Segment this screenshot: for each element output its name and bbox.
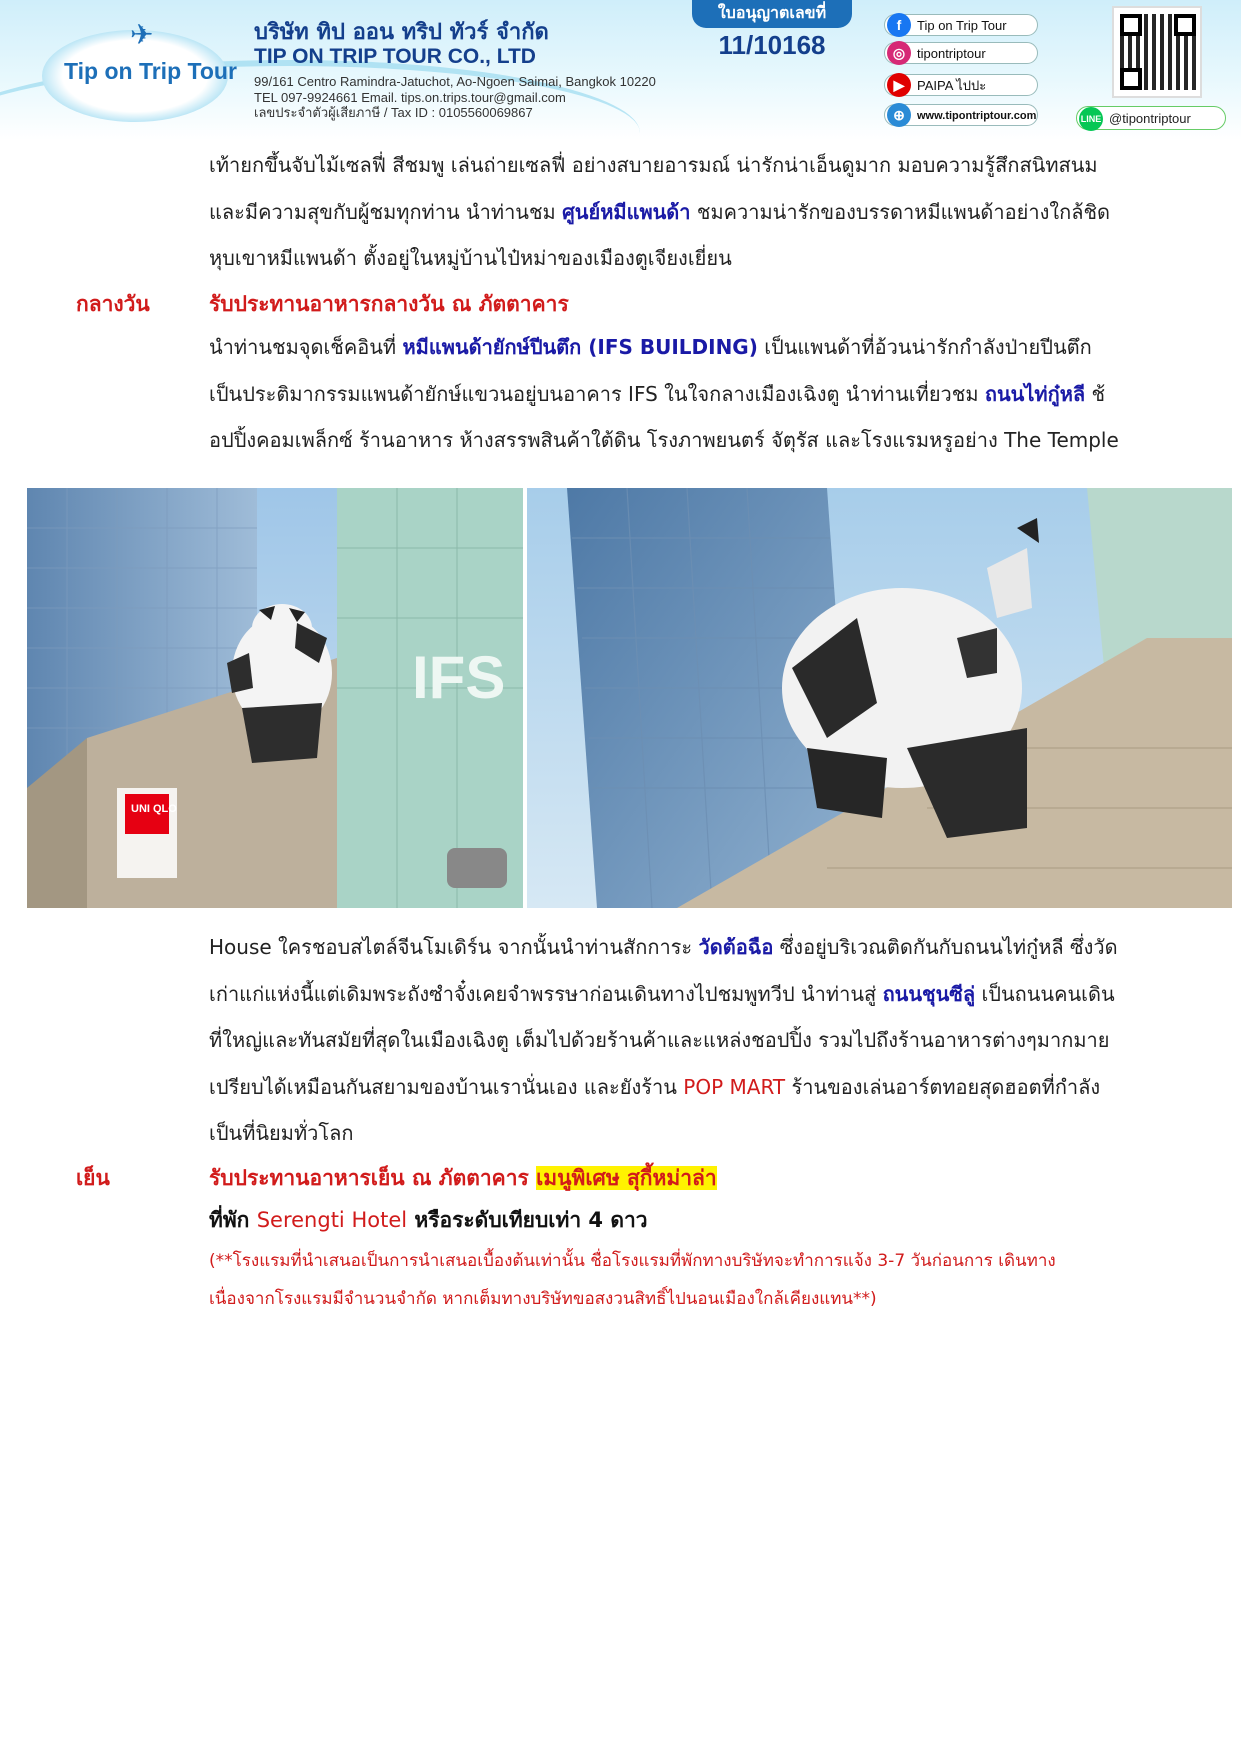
- facebook-icon: f: [887, 13, 911, 37]
- website-link[interactable]: [884, 104, 1038, 126]
- text-line: เท้ายกขึ้นจับไม้เซลฟี่ สีชมพู เล่นถ่ายเซลฟี่ อย่างสบายอารมณ์ น่ารักน่าเอ็นดูมาก มอบความรู้สึกสนิทสนม: [209, 153, 1098, 177]
- text-line: [209, 324, 1182, 371]
- ifs-panda-photo-right: [527, 488, 1232, 908]
- photo-illustration: [27, 488, 523, 908]
- hotel-name: Serengti Hotel: [256, 1208, 408, 1232]
- company-address: 99/161 Centro Ramindra-Jatuchot, Ao-Ngoen Saimai, Bangkok 10220: [254, 74, 656, 89]
- uniqlo-sign: UNI QLO: [131, 803, 177, 815]
- hotel-note: [209, 1242, 1182, 1318]
- page-header: [0, 0, 1241, 140]
- text-line: [209, 189, 1182, 236]
- text-line: [209, 371, 1182, 418]
- company-name-english: TIP ON TRIP TOUR CO., LTD: [254, 45, 536, 68]
- airplane-icon: ✈: [130, 18, 154, 51]
- note-line: เนื่องจากโรงแรมมีจำนวนจำกัด หากเต็มทางบริษัทขอสงวนสิทธิ์ไปนอนเมืองใกล้เคียงแทน**): [209, 1289, 877, 1309]
- text-span: ชมความน่ารักของบรรดาหมีแพนด้าอย่างใกล้ชิด: [690, 199, 1111, 224]
- daci-temple-highlight: วัดต้อฉือ: [698, 935, 774, 959]
- website-label: www.tipontriptour.com: [917, 110, 1037, 122]
- line-label: @tipontriptour: [1109, 111, 1191, 126]
- text-line: [209, 971, 1182, 1018]
- lunch-label: กลางวัน: [76, 292, 150, 316]
- text-span: เป็นถนนคนเดิน: [975, 981, 1115, 1006]
- photo-illustration: [527, 488, 1232, 908]
- text-span: ร้านของเล่นอาร์ตทอยสุดฮอตที่กำลัง: [785, 1074, 1101, 1099]
- text-line: [209, 924, 1182, 971]
- text-span: เปรียบได้เหมือนกันสยามของบ้านเรานั่นเอง และยังร้าน: [209, 1074, 684, 1099]
- qr-corner: [1174, 14, 1196, 36]
- ifs-paragraph: [209, 324, 1182, 464]
- dinner-title: [209, 1162, 717, 1195]
- youtube-link[interactable]: [884, 74, 1038, 96]
- hotel-grade: หรือระดับเทียบเท่า 4 ดาว: [407, 1208, 648, 1232]
- line-icon: LINE: [1079, 107, 1103, 131]
- license-number: 11/10168: [718, 30, 826, 60]
- text-line: เป็นที่นิยมทั่วโลก: [209, 1121, 354, 1145]
- qr-corner: [1120, 14, 1142, 36]
- note-line: (**โรงแรมที่นำเสนอเป็นการนำเสนอเบื้องต้นเท่านั้น ชื่อโรงแรมที่พักทางบริษัทจะทำการแจ้ง 3-7 วันก่อนการ เดินทาง: [209, 1251, 1056, 1271]
- youtube-label: PAIPA ไปปะ: [917, 78, 987, 93]
- text-line: อปปิ้งคอมเพล็กซ์ ร้านอาหาร ห้างสรรพสินค้าใต้ดิน โรงภาพยนตร์ จัตุรัส และโรงแรมหรูอย่าง The Temple: [209, 428, 1119, 452]
- text-span: นำท่านชมจุดเช็คอินที่: [209, 335, 403, 359]
- taikoo-li-highlight: ถนนไท่กู๋หลี: [984, 381, 1086, 406]
- company-phone-email: TEL 097-9924661 Email. tips.on.trips.tour@gmail.com: [254, 89, 566, 105]
- ifs-highlight: หมีแพนด้ายักษ์ปีนตึก (IFS BUILDING): [402, 335, 758, 359]
- text-line: [209, 1064, 1182, 1111]
- instagram-link[interactable]: [884, 42, 1038, 64]
- web-icon: ⊕: [887, 103, 911, 127]
- instagram-label: tipontriptour: [917, 46, 986, 61]
- qr-code: [1112, 6, 1202, 98]
- hotel-label: ที่พัก: [209, 1208, 257, 1232]
- special-menu-highlight: เมนูพิเศษ สุกี้หม่าล่า: [536, 1166, 717, 1190]
- instagram-icon: ◎: [887, 41, 911, 65]
- youtube-icon: ▶: [887, 73, 911, 97]
- text-line: หุบเขาหมีแพนด้า ตั้งอยู่ในหมู่บ้านไป๋หม่าของเมืองตูเจียงเยี่ยน: [209, 246, 732, 270]
- pop-mart-highlight: POP MART: [683, 1074, 786, 1099]
- ifs-sign: IFS: [412, 644, 506, 711]
- chunxi-road-highlight: ถนนชุนซีลู่: [882, 981, 976, 1006]
- text-span: เป็นแพนด้าที่อ้วนน่ารักกำลังป่ายปีนตึก: [757, 335, 1092, 359]
- line-link[interactable]: [1076, 106, 1226, 130]
- license-label: ใบอนุญาตเลขที่: [692, 0, 852, 28]
- logo-text: Tip on Trip Tour: [64, 58, 237, 84]
- company-contact: [254, 74, 656, 121]
- company-tax-id: เลขประจำตัวผู้เสียภาษี / Tax ID : 0105560069867: [254, 105, 533, 120]
- company-logo: [42, 12, 237, 120]
- temple-paragraph: [209, 924, 1182, 1157]
- dinner-label: เย็น: [76, 1166, 110, 1190]
- dinner-title-text: รับประทานอาหารเย็น ณ ภัตตาคาร: [209, 1166, 537, 1190]
- text-line: ที่ใหญ่และทันสมัยที่สุดในเมืองเฉิงตู เต็มไปด้วยร้านค้าและแหล่งชอปปิ้ง รวมไปถึงร้านอาหารต่างๆมากมาย: [209, 1028, 1110, 1052]
- text-span: เก่าแก่แห่งนี้แต่เดิมพระถังซำจั๋งเคยจำพรรษาก่อนเดินทางไปชมพูทวีป นำท่านสู่: [209, 981, 883, 1006]
- qr-corner: [1120, 68, 1142, 90]
- company-name-thai: บริษัท ทิป ออน ทริป ทัวร์ จำกัด: [254, 20, 549, 45]
- ifs-panda-photo-left: [27, 488, 523, 908]
- text-span: ซึ่งอยู่บริเวณติดกันกับถนนไท่กู๋หลี ซึ่งวัด: [773, 935, 1118, 959]
- facebook-label: Tip on Trip Tour: [917, 18, 1007, 33]
- lunch-title: รับประทานอาหารกลางวัน ณ ภัตตาคาร: [209, 292, 569, 316]
- text-span: ช้: [1085, 381, 1106, 406]
- text-span: เป็นประติมากรรมแพนด้ายักษ์แขวนอยู่บนอาคาร IFS ในใจกลางเมืองเฉิงตู นำท่านเที่ยวชม: [209, 381, 985, 406]
- text-span: และมีความสุขกับผู้ชมทุกท่าน นำท่านชม: [209, 199, 563, 224]
- text-span: House ใครชอบสไตล์จีนโมเดิร์น จากนั้นนำท่านสักการะ: [209, 935, 699, 959]
- panda-center-highlight: ศูนย์หมีแพนด้า: [562, 199, 691, 224]
- facebook-link[interactable]: [884, 14, 1038, 36]
- hotel-line: [209, 1204, 648, 1237]
- intro-paragraph: [209, 142, 1182, 282]
